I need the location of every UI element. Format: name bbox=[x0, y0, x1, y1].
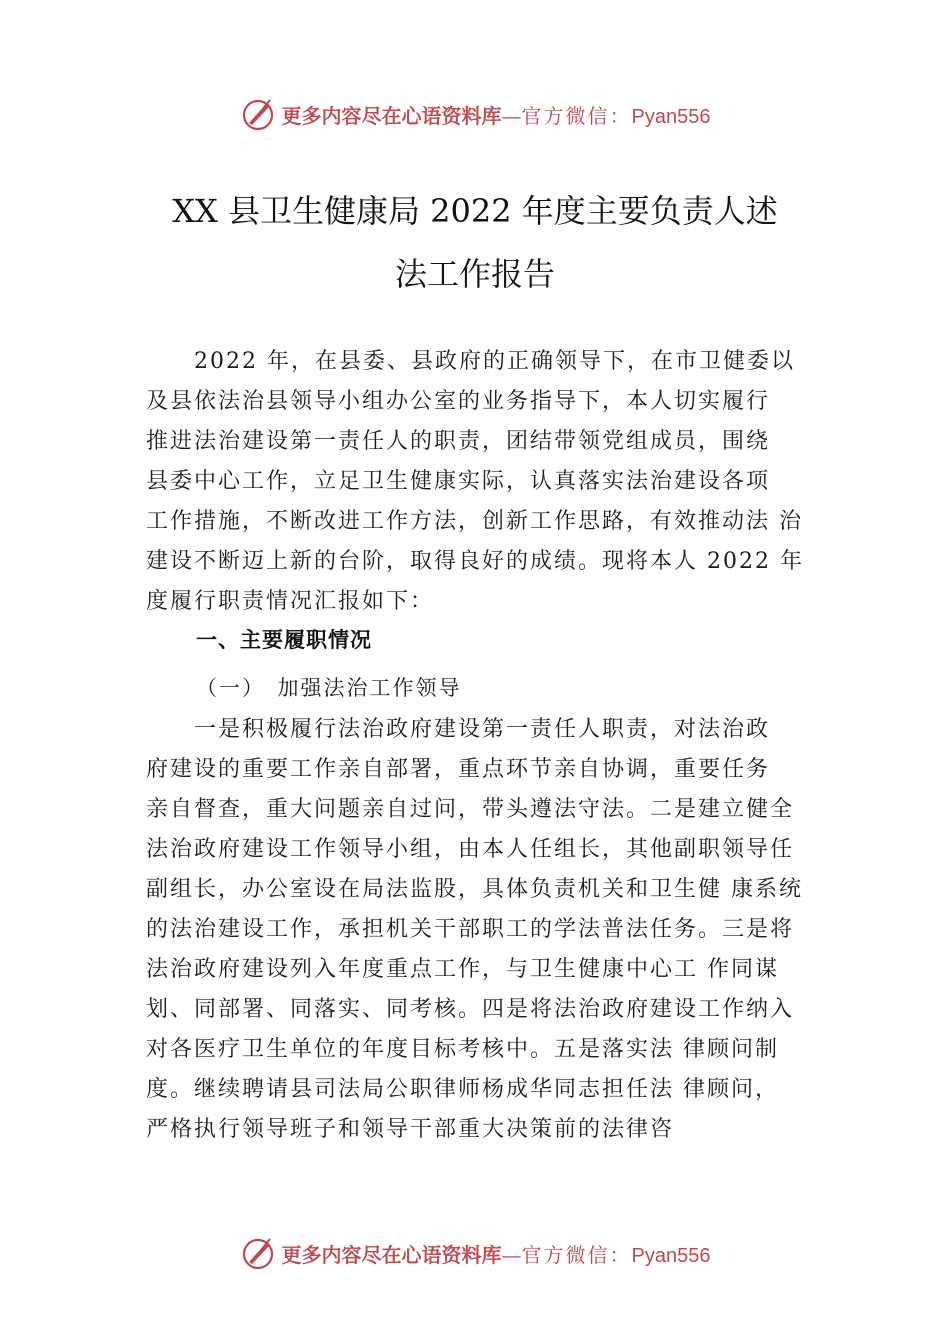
quill-logo-icon bbox=[240, 96, 276, 132]
body-line: 法治政府建设工作领导小组，由本人任组长，其他副职领导任 bbox=[146, 837, 795, 862]
intro-line: 2022 年，在县委、县政府的正确领导下，在市卫健委以 bbox=[146, 349, 795, 374]
document-title-line2: 法工作报告 bbox=[394, 255, 555, 293]
quill-logo-icon bbox=[240, 1235, 276, 1271]
body-line: 副组长，办公室设在局法监股，具体负责机关和卫生健 康系统 bbox=[146, 877, 803, 902]
intro-line: 建设不断迈上新的台阶，取得良好的成绩。现将本人 2022 年 bbox=[146, 549, 804, 574]
document-title-line1: XX 县卫生健康局 2022 年度主要负责人述 bbox=[172, 192, 778, 230]
intro-line: 及县依法治县领导小组办公室的业务指导下，本人切实履行 bbox=[146, 389, 771, 414]
intro-line: 县委中心工作，立足卫生健康实际，认真落实法治建设各项 bbox=[146, 469, 771, 494]
body-line: 对各医疗卫生单位的年度目标考核中。五是落实法 律顾问制 bbox=[146, 1037, 779, 1062]
body-line: 府建设的重要工作亲自部署，重点环节亲自协调，重要任务 bbox=[146, 757, 771, 782]
intro-paragraph bbox=[146, 342, 836, 622]
banner-main: 更多内容尽在心语资料库 bbox=[281, 1242, 502, 1267]
banner-wechat-label: 官方微信： bbox=[521, 103, 632, 128]
body-line: 亲自督查，重大问题亲自过问，带头遵法守法。二是建立健全 bbox=[146, 797, 795, 822]
section-heading: 一、主要履职情况 bbox=[196, 628, 372, 652]
banner-separator: — bbox=[501, 1242, 522, 1267]
banner-wechat-label: 官方微信： bbox=[521, 1242, 632, 1267]
body-paragraph bbox=[146, 710, 836, 1150]
banner-separator: — bbox=[501, 103, 522, 128]
intro-line: 工作措施，不断改进工作方法，创新工作思路，有效推动法 治 bbox=[146, 509, 803, 534]
body-line: 划、同部署、同落实、同考核。四是将法治政府建设工作纳入 bbox=[146, 997, 795, 1022]
intro-line: 度履行职责情况汇报如下： bbox=[146, 589, 435, 614]
body-line: 的法治建设工作，承担机关干部职工的学法普法任务。三是将 bbox=[146, 917, 795, 942]
intro-line: 推进法治建设第一责任人的职责，团结带领党组成员，围绕 bbox=[146, 429, 771, 454]
banner-wechat-id: Pyan556 bbox=[631, 105, 711, 128]
body-line: 一是积极履行法治政府建设第一责任人职责，对法治政 bbox=[146, 717, 771, 742]
header-watermark-banner bbox=[0, 94, 950, 134]
banner-main: 更多内容尽在心语资料库 bbox=[281, 103, 502, 128]
banner-text bbox=[282, 100, 711, 129]
body-line: 严格执行领导班子和领导干部重大决策前的法律咨 bbox=[146, 1117, 675, 1142]
footer-watermark-banner bbox=[0, 1233, 950, 1273]
body-line: 度。继续聘请县司法局公职律师杨成华同志担任法 律顾问， bbox=[146, 1077, 779, 1102]
banner-wechat-id: Pyan556 bbox=[631, 1244, 711, 1267]
subsection-heading: （一） 加强法治工作领导 bbox=[196, 676, 462, 700]
banner-text bbox=[282, 1239, 711, 1268]
body-line: 法治政府建设列入年度重点工作，与卫生健康中心工 作同谋 bbox=[146, 957, 779, 982]
